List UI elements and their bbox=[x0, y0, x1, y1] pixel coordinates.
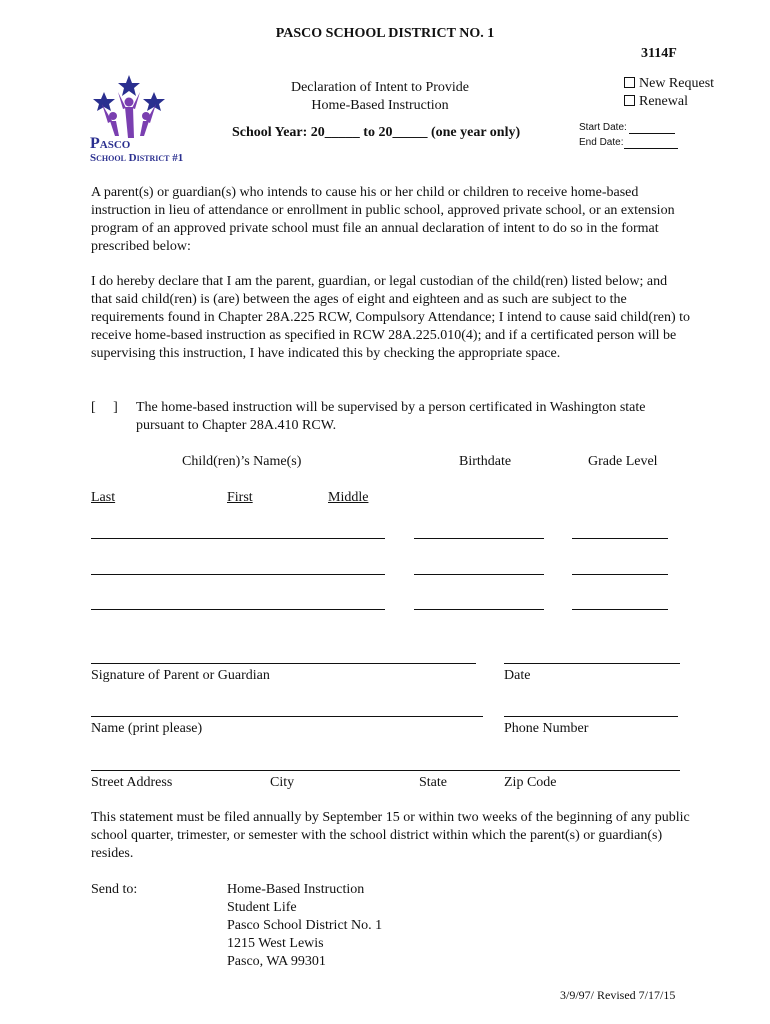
start-date-line[interactable] bbox=[629, 133, 675, 134]
date-line[interactable] bbox=[504, 663, 680, 664]
child-name-line-1[interactable] bbox=[91, 538, 385, 539]
send-to-label: Send to: bbox=[91, 882, 138, 897]
supervised-statement: The home-based instruction will be supervised by a person certificated in Washington state pursuant to Chapter 28A.410 RCW. bbox=[136, 400, 646, 433]
phone-label: Phone Number bbox=[504, 721, 589, 736]
logo-text-pasco: Pasco bbox=[90, 135, 131, 152]
name-print-line[interactable] bbox=[91, 716, 483, 717]
send-to-address bbox=[227, 881, 382, 971]
phone-line[interactable] bbox=[504, 716, 678, 717]
middle-name-heading: Middle bbox=[328, 490, 369, 505]
form-number: 3114F bbox=[641, 46, 677, 61]
start-date-label: Start Date: bbox=[579, 122, 627, 133]
child-birthdate-line-2[interactable] bbox=[414, 574, 544, 575]
address-line-5: Pasco, WA 99301 bbox=[227, 954, 326, 969]
child-name-line-2[interactable] bbox=[91, 574, 385, 575]
state-label: State bbox=[419, 775, 447, 790]
filing-note: This statement must be filed annually by September 15 or within two weeks of the beginning of any public school quarter, trimester, or semester with the school district within which the parent(s) or guardian(s) resides. bbox=[91, 810, 690, 861]
form-title bbox=[260, 79, 500, 115]
revision-date: 3/9/97/ Revised 7/17/15 bbox=[560, 988, 676, 1002]
date-label: Date bbox=[504, 668, 531, 683]
signature-label: Signature of Parent or Guardian bbox=[91, 668, 270, 683]
form-title-line2: Home-Based Instruction bbox=[311, 98, 449, 113]
renewal-label: Renewal bbox=[639, 94, 688, 109]
signature-line[interactable] bbox=[91, 663, 476, 664]
new-request-label: New Request bbox=[639, 76, 715, 91]
child-birthdate-line-1[interactable] bbox=[414, 538, 544, 539]
city-label: City bbox=[270, 775, 295, 790]
street-address-label: Street Address bbox=[91, 775, 173, 790]
form-title-line1: Declaration of Intent to Provide bbox=[290, 80, 470, 95]
birthdate-heading: Birthdate bbox=[459, 454, 512, 469]
zip-code-label: Zip Code bbox=[504, 775, 557, 790]
address-line-4: 1215 West Lewis bbox=[227, 936, 324, 951]
logo-star-center bbox=[118, 75, 140, 96]
address-line-1: Home-Based Instruction bbox=[227, 882, 365, 897]
logo-figures bbox=[102, 92, 156, 138]
new-request-option[interactable] bbox=[624, 75, 714, 93]
first-name-heading: First bbox=[227, 490, 253, 505]
child-grade-line-2[interactable] bbox=[572, 574, 668, 575]
address-line-3: Pasco School District No. 1 bbox=[227, 918, 383, 933]
name-print-label: Name (print please) bbox=[91, 721, 203, 736]
child-grade-line-1[interactable] bbox=[572, 538, 668, 539]
child-birthdate-line-3[interactable] bbox=[414, 609, 544, 610]
grade-level-heading: Grade Level bbox=[588, 454, 658, 469]
end-date-label: End Date: bbox=[579, 137, 624, 148]
district-title: PASCO SCHOOL DISTRICT NO. 1 bbox=[275, 26, 495, 41]
child-name-line-3[interactable] bbox=[91, 609, 385, 610]
children-names-heading: Child(ren)’s Name(s) bbox=[182, 454, 302, 469]
last-name-heading: Last bbox=[91, 490, 116, 505]
certificated-checkbox[interactable]: [ ] bbox=[91, 400, 118, 415]
logo-text-district: School District #1 bbox=[90, 152, 184, 164]
declaration-paragraph: I do hereby declare that I am the parent, guardian, or legal custodian of the child(ren) listed below; and that said child(ren) is (are) between the ages of eight and eighteen and as such are subject to the requirements found in Chapter 28A.225 RCW, Compulsory Attendance; I intend to cause said child(ren) to receive home-based instruction as specified in RCW 28A.225.010(4); and if a certificated person will be supervising this instruction, I have indicated this by checking the appropriate space. bbox=[91, 274, 691, 361]
school-year: School Year: 20_____ to 20_____ (one year only) bbox=[232, 125, 521, 140]
address-line-2: Student Life bbox=[227, 900, 297, 915]
renewal-option[interactable] bbox=[624, 93, 688, 111]
child-grade-line-3[interactable] bbox=[572, 609, 668, 610]
intro-paragraph: A parent(s) or guardian(s) who intends to cause his or her child or children to receive home-based instruction in lieu of attendance or enrollment in public school, approved private school, or an extension program of an approved private school must file an annual declaration of intent to do so in the format prescribed below: bbox=[91, 185, 675, 254]
address-line[interactable] bbox=[91, 770, 680, 771]
new-request-checkbox[interactable] bbox=[624, 77, 635, 88]
renewal-checkbox[interactable] bbox=[624, 95, 635, 106]
end-date-line[interactable] bbox=[624, 148, 678, 149]
district-logo bbox=[88, 74, 198, 170]
